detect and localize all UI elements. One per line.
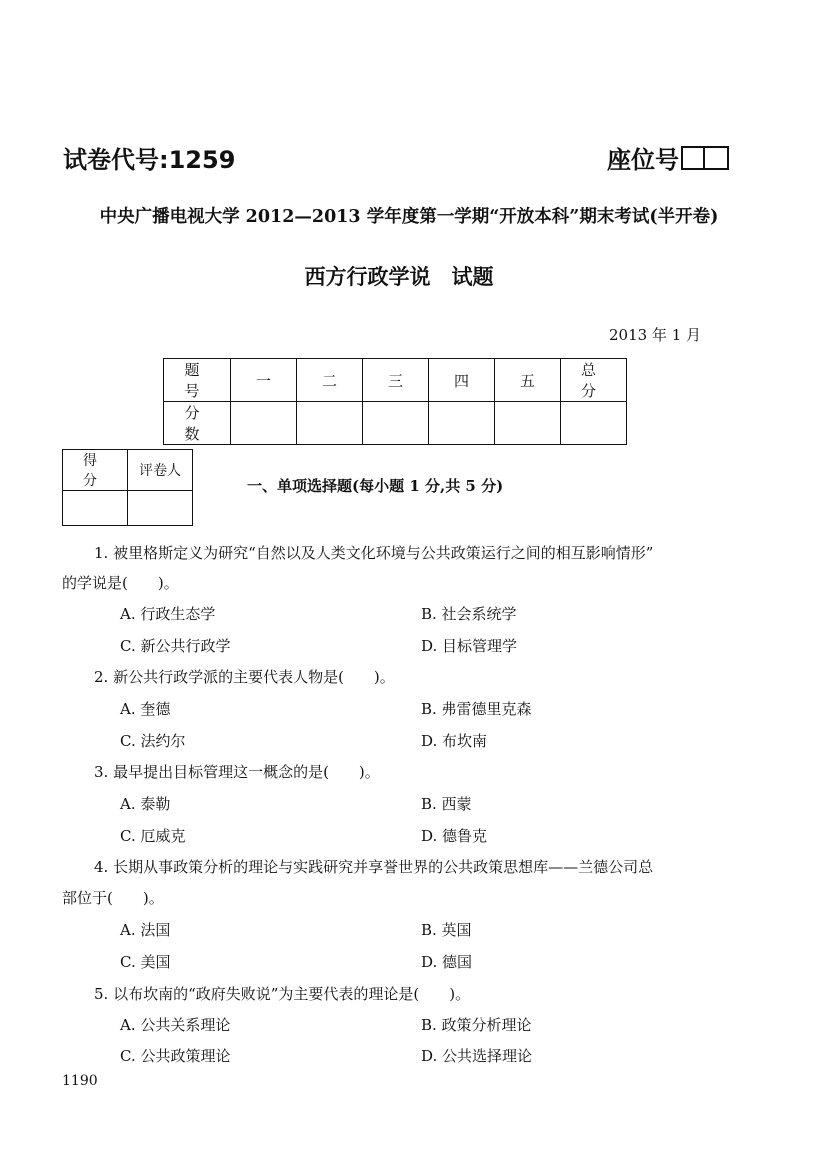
option-2c: C. 法约尔 <box>120 732 186 750</box>
score-table-score-row <box>164 402 627 445</box>
question-1-cont: 的学说是( )。 <box>62 574 179 592</box>
question-3: 3. 最早提出目标管理这一概念的是( )。 <box>94 763 380 781</box>
option-4c: C. 美国 <box>120 953 171 971</box>
section-title: 一、单项选择题(每小题 1 分,共 5 分) <box>247 477 504 495</box>
score-cell: 二 <box>297 359 363 402</box>
seat-box <box>705 146 729 170</box>
seat-label: 座位号 <box>607 146 679 174</box>
score-cell: 分 数 <box>164 402 231 445</box>
score-cell-blank <box>363 402 429 445</box>
option-1b: B. 社会系统学 <box>421 605 517 623</box>
score-cell-blank <box>297 402 363 445</box>
score-cell-blank <box>495 402 561 445</box>
option-5d: D. 公共选择理论 <box>421 1047 533 1065</box>
seat-boxes <box>681 146 729 170</box>
score-cell-blank <box>429 402 495 445</box>
seat-number <box>607 140 729 175</box>
score-cell: 题 号 <box>164 359 231 402</box>
subject-title: 西方行政学说 试题 <box>304 265 494 289</box>
score-cell: 三 <box>363 359 429 402</box>
option-5a: A. 公共关系理论 <box>120 1016 231 1034</box>
seat-box <box>681 146 705 170</box>
option-3c: C. 厄威克 <box>120 827 186 845</box>
score-cell: 一 <box>231 359 297 402</box>
score-table <box>163 358 632 445</box>
option-5b: B. 政策分析理论 <box>421 1016 532 1034</box>
score-cell-blank <box>231 402 297 445</box>
exam-date: 2013 年 1 月 <box>609 326 702 344</box>
option-2d: D. 布坎南 <box>421 732 488 750</box>
paper-code: 试卷代号:1259 <box>63 146 236 174</box>
page-number: 1190 <box>62 1073 98 1089</box>
question-5: 5. 以布坎南的“政府失败说”为主要代表的理论是( )。 <box>94 985 471 1003</box>
score-cell-blank <box>561 402 627 445</box>
grader-name-blank <box>128 491 193 526</box>
option-2b: B. 弗雷德里克森 <box>421 700 532 718</box>
option-1d: D. 目标管理学 <box>421 637 518 655</box>
question-4: 4. 长期从事政策分析的理论与实践研究并享誉世界的公共政策思想库——兰德公司总 <box>94 858 654 876</box>
option-1a: A. 行政生态学 <box>120 605 216 623</box>
score-cell: 总 分 <box>561 359 627 402</box>
option-4a: A. 法国 <box>120 921 171 939</box>
option-3d: D. 德鲁克 <box>421 827 488 845</box>
grader-score-blank <box>63 491 128 526</box>
grader-name-header: 评卷人 <box>128 450 193 491</box>
question-1: 1. 被里格斯定义为研究“自然以及人类文化环境与公共政策运行之间的相互影响情形” <box>94 544 654 562</box>
option-4b: B. 英国 <box>421 921 472 939</box>
option-3b: B. 西蒙 <box>421 795 472 813</box>
grader-score-header: 得 分 <box>63 450 128 491</box>
option-5c: C. 公共政策理论 <box>120 1047 231 1065</box>
score-cell: 五 <box>495 359 561 402</box>
score-table-header-row <box>164 359 627 402</box>
grader-table <box>62 449 193 526</box>
option-2a: A. 奎德 <box>120 700 171 718</box>
score-cell: 四 <box>429 359 495 402</box>
option-4d: D. 德国 <box>421 953 473 971</box>
option-3a: A. 泰勒 <box>120 795 171 813</box>
exam-title: 中央广播电视大学 2012—2013 学年度第一学期“开放本科”期末考试(半开卷) <box>99 207 719 227</box>
option-1c: C. 新公共行政学 <box>120 637 231 655</box>
question-2: 2. 新公共行政学派的主要代表人物是( )。 <box>94 668 395 686</box>
question-4-cont: 部位于( )。 <box>62 889 164 907</box>
